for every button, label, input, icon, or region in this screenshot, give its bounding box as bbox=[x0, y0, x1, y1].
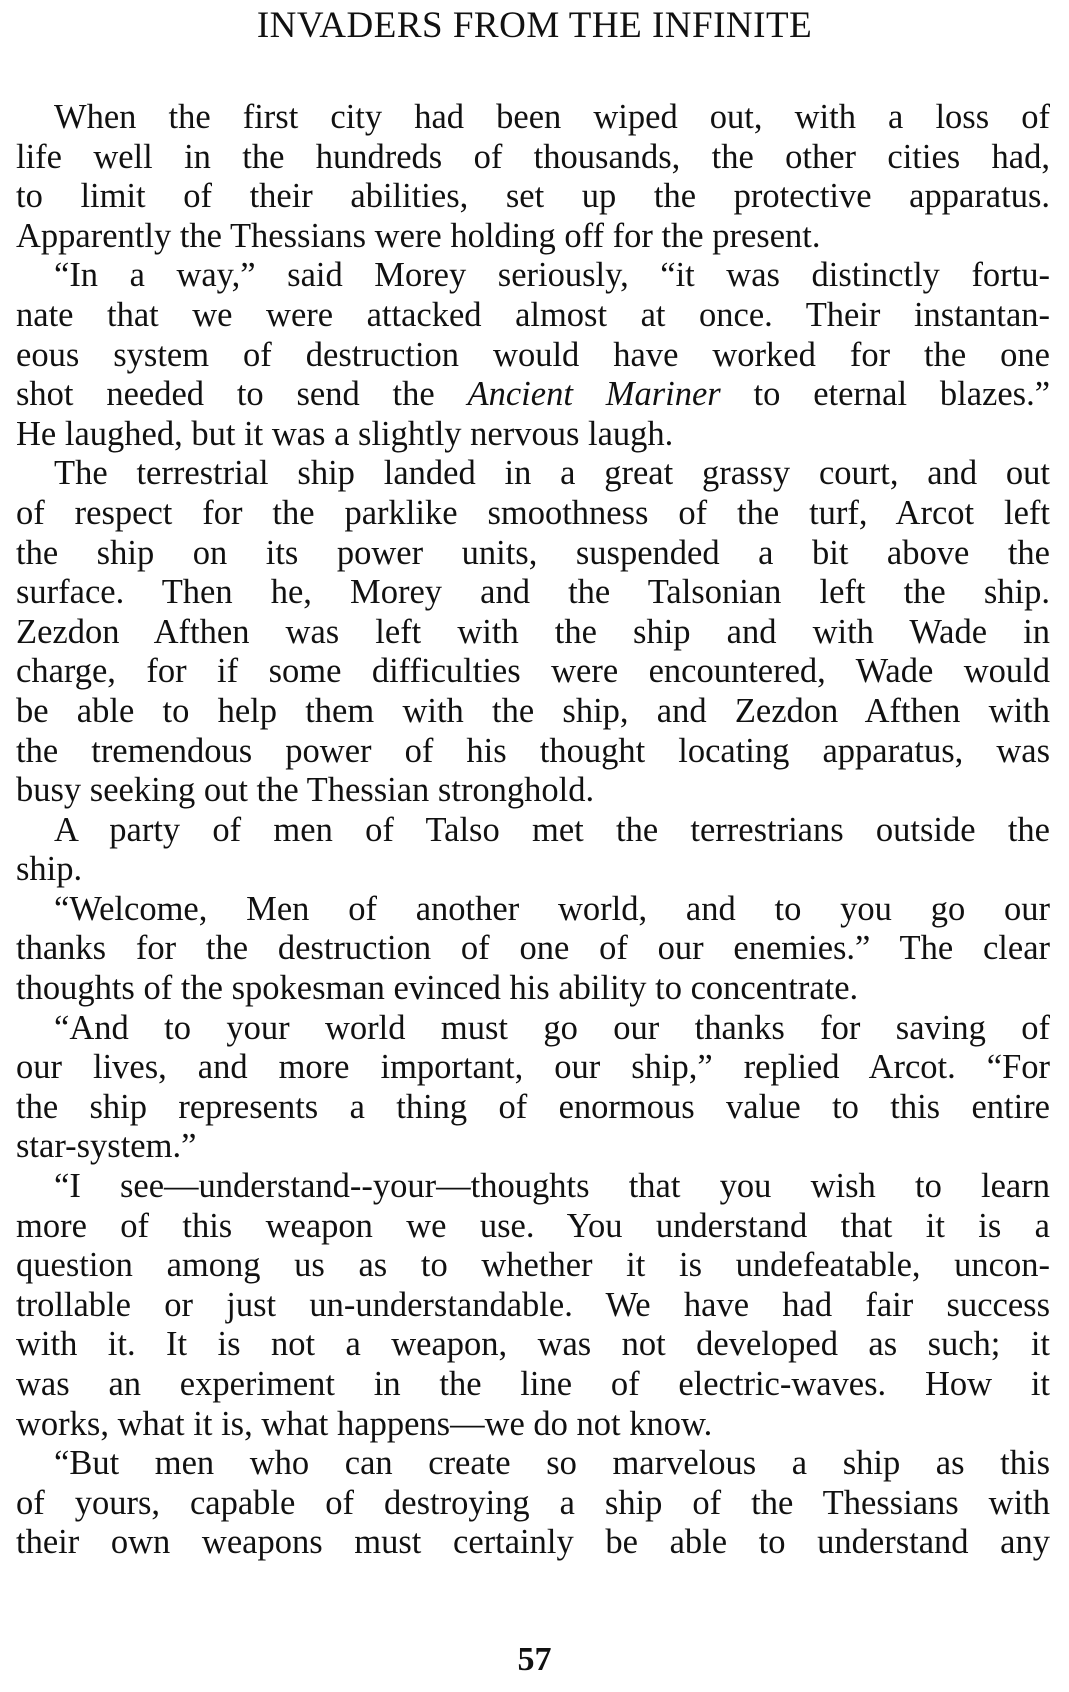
line-text: eous system of destruction would have worked for the one bbox=[16, 335, 1050, 374]
ship-name-italic: Ancient Mariner bbox=[467, 375, 721, 414]
text-line bbox=[16, 98, 1050, 138]
text-line bbox=[16, 217, 1050, 257]
line-text: When the first city had been wiped out, with a loss of bbox=[54, 98, 1050, 136]
line-text: works, what it is, what happens—we do not know. bbox=[16, 1404, 713, 1443]
text-line bbox=[16, 256, 1050, 296]
line-text: of yours, capable of destroying a ship of the Thessians with bbox=[16, 1483, 1050, 1522]
line-text: was an experiment in the line of electric-waves. How it bbox=[16, 1365, 1050, 1403]
line-text: their own weapons must certainly be able to understand any bbox=[16, 1523, 1050, 1562]
text-line bbox=[16, 890, 1050, 930]
line-text: nate that we were attacked almost at once. Their instantan- bbox=[16, 295, 1050, 334]
line-text: A party of men of Talso met the terrestrians outside the bbox=[54, 810, 1050, 849]
text-line bbox=[16, 969, 1050, 1009]
text-line bbox=[16, 296, 1050, 336]
text-line bbox=[16, 1207, 1050, 1247]
text-line bbox=[16, 534, 1050, 574]
text-line bbox=[16, 929, 1050, 969]
text-line bbox=[16, 692, 1050, 732]
line-text: trollable or just un-understandable. We have had fair success bbox=[16, 1285, 1050, 1324]
text-line bbox=[16, 454, 1050, 494]
text-line bbox=[16, 1088, 1050, 1128]
text-line bbox=[16, 573, 1050, 613]
text-line bbox=[16, 1009, 1050, 1049]
line-text: to limit of their abilities, set up the protective apparatus. bbox=[16, 177, 1050, 216]
line-text: shot needed to send the bbox=[16, 375, 468, 414]
text-line bbox=[16, 1246, 1050, 1286]
text-line bbox=[16, 771, 1050, 811]
text-line bbox=[16, 850, 1050, 890]
line-text: busy seeking out the Thessian stronghold. bbox=[16, 771, 595, 810]
line-text: the ship on its power units, suspended a bit above the bbox=[16, 533, 1050, 572]
line-text: thanks for the destruction of one of our enemies.” The clear bbox=[16, 929, 1050, 968]
text-line bbox=[16, 1325, 1050, 1365]
text-line bbox=[16, 1048, 1050, 1088]
line-text-after: to eternal blazes.” bbox=[720, 375, 1051, 414]
line-text: of respect for the parklike smoothness of the turf, Arcot left bbox=[16, 493, 1050, 532]
line-text: The terrestrial ship landed in a great grassy court, and out bbox=[54, 454, 1050, 493]
text-line bbox=[16, 1167, 1050, 1207]
text-line bbox=[16, 375, 1050, 415]
line-text: “Welcome, Men of another world, and to you go our bbox=[54, 889, 1050, 928]
text-line bbox=[16, 177, 1050, 217]
body-text bbox=[16, 98, 1050, 1563]
running-head: INVADERS FROM THE INFINITE bbox=[256, 5, 813, 46]
text-line bbox=[16, 415, 1050, 455]
line-text: Zezdon Afthen was left with the ship and with Wade in bbox=[16, 612, 1050, 651]
text-line bbox=[16, 732, 1050, 772]
text-line bbox=[16, 1523, 1050, 1563]
line-text: “In a way,” said Morey seriously, “it was distinctly fortu- bbox=[54, 256, 1050, 295]
line-text: our lives, and more important, our ship,” replied Arcot. “For bbox=[16, 1048, 1050, 1087]
page-number: 57 bbox=[517, 1641, 552, 1678]
line-text: the tremendous power of his thought locating apparatus, was bbox=[16, 731, 1050, 770]
line-text: thoughts of the spokesman evinced his ability to concentrate. bbox=[16, 969, 859, 1008]
text-line bbox=[16, 1286, 1050, 1326]
line-text: with it. It is not a weapon, was not developed as such; it bbox=[16, 1325, 1050, 1364]
text-line bbox=[16, 1127, 1050, 1167]
text-line bbox=[16, 138, 1050, 178]
line-text: ship. bbox=[16, 850, 83, 889]
line-text: He laughed, but it was a slightly nervous laugh. bbox=[16, 414, 674, 453]
text-line bbox=[16, 1484, 1050, 1524]
line-text: more of this weapon we use. You understand that it is a bbox=[16, 1206, 1050, 1245]
line-text: the ship represents a thing of enormous value to this entire bbox=[16, 1087, 1050, 1126]
line-text: question among us as to whether it is undefeatable, uncon- bbox=[16, 1246, 1050, 1285]
text-line bbox=[16, 494, 1050, 534]
line-text: life well in the hundreds of thousands, the other cities had, bbox=[16, 137, 1050, 176]
line-text: be able to help them with the ship, and Zezdon Afthen with bbox=[16, 691, 1050, 730]
text-line bbox=[16, 652, 1050, 692]
line-text: charge, for if some difficulties were encountered, Wade would bbox=[16, 652, 1050, 691]
text-line bbox=[16, 1365, 1050, 1405]
line-text: “I see—understand--your—thoughts that you wish to learn bbox=[54, 1167, 1050, 1206]
text-line bbox=[16, 1405, 1050, 1445]
line-text: star-system.” bbox=[16, 1127, 197, 1166]
text-line bbox=[16, 613, 1050, 653]
line-text: surface. Then he, Morey and the Talsonian left the ship. bbox=[16, 573, 1050, 612]
line-text: “And to your world must go our thanks for saving of bbox=[54, 1008, 1050, 1047]
text-line bbox=[16, 336, 1050, 376]
text-line bbox=[16, 811, 1050, 851]
line-text: Apparently the Thessians were holding off for the present. bbox=[16, 216, 821, 255]
line-text: “But men who can create so marvelous a ship as this bbox=[54, 1444, 1050, 1483]
text-line bbox=[16, 1444, 1050, 1484]
